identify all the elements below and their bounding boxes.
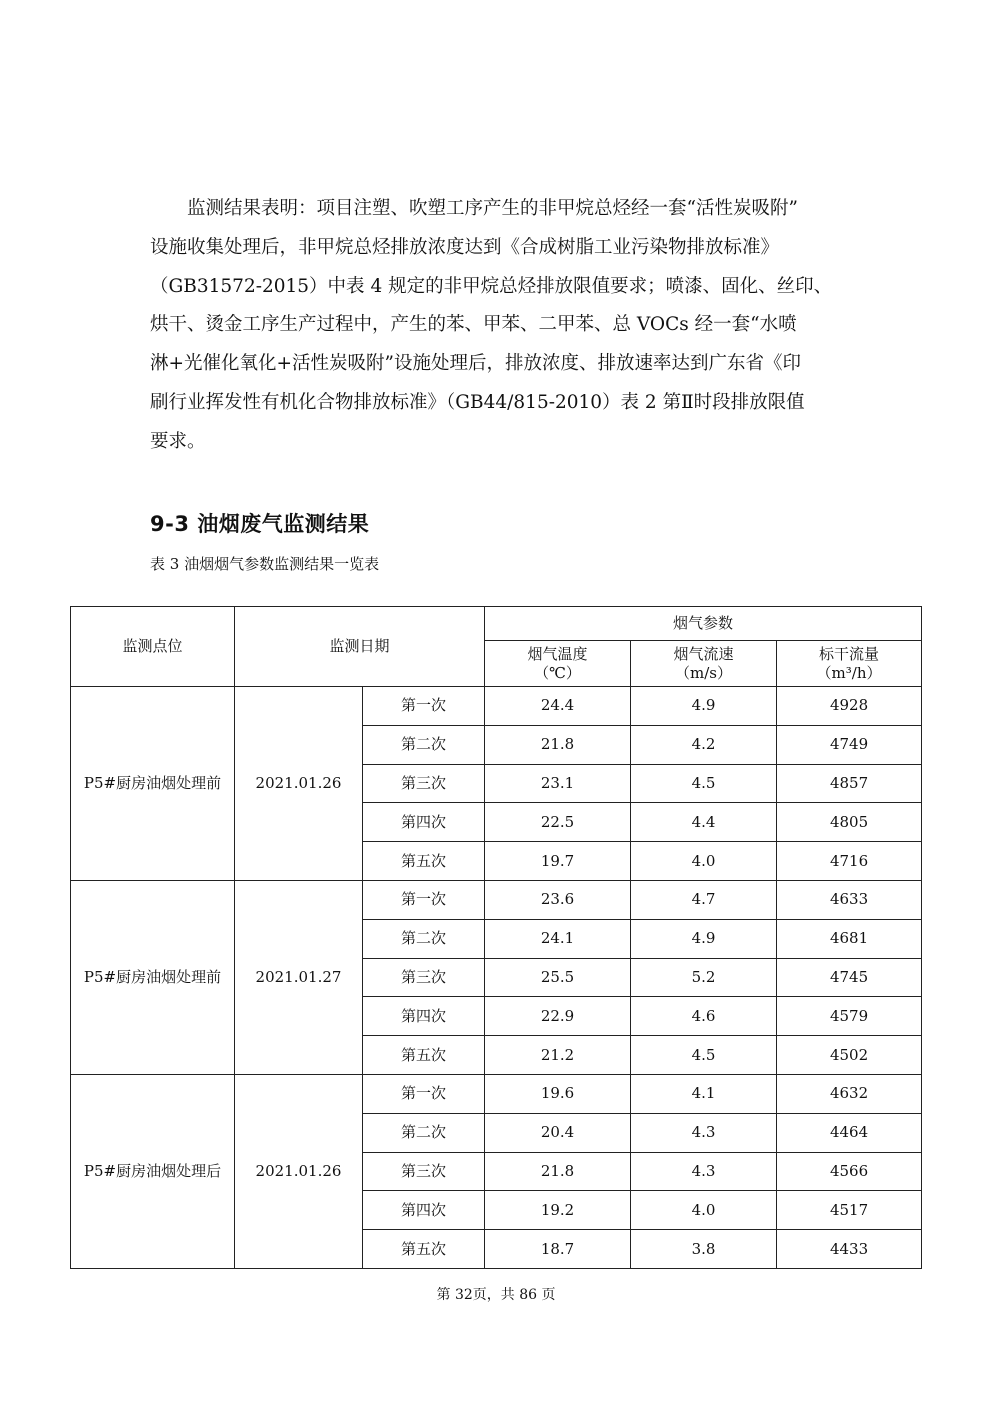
flow-cell: 4716 (777, 842, 922, 881)
flow-cell: 4517 (777, 1191, 922, 1230)
speed-cell: 4.0 (631, 1191, 777, 1230)
temp-cell: 19.2 (485, 1191, 631, 1230)
flow-cell: 4633 (777, 880, 922, 919)
date-cell: 2021.01.26 (235, 687, 363, 881)
count-cell: 第一次 (363, 1074, 485, 1113)
paragraph-line: 监测结果表明：项目注塑、吹塑工序产生的非甲烷总烃经一套“活性炭吸附” (187, 198, 798, 219)
speed-cell: 5.2 (631, 958, 777, 997)
header-speed: 烟气流速 （m/s） (631, 641, 777, 687)
point-cell: P5#厨房油烟处理前 (71, 880, 235, 1074)
paragraph-line: 刷行业挥发性有机化合物排放标准》（GB44/815-2010）表 2 第Ⅱ时段排放限值 (150, 391, 805, 413)
temp-cell: 21.8 (485, 1152, 631, 1191)
flow-cell: 4928 (777, 687, 922, 726)
flow-cell: 4433 (777, 1230, 922, 1269)
flow-cell: 4502 (777, 1036, 922, 1075)
flow-cell: 4579 (777, 997, 922, 1036)
table-row (71, 687, 922, 726)
speed-cell: 3.8 (631, 1230, 777, 1269)
count-cell: 第三次 (363, 958, 485, 997)
speed-cell: 4.1 (631, 1074, 777, 1113)
speed-cell: 4.0 (631, 842, 777, 881)
speed-cell: 4.3 (631, 1113, 777, 1152)
temp-cell: 25.5 (485, 958, 631, 997)
count-cell: 第五次 (363, 842, 485, 881)
temp-cell: 21.8 (485, 725, 631, 764)
table-row (71, 1074, 922, 1113)
header-temp: 烟气温度 （℃） (485, 641, 631, 687)
speed-cell: 4.5 (631, 1036, 777, 1075)
speed-cell: 4.7 (631, 880, 777, 919)
flow-cell: 4857 (777, 764, 922, 803)
flue-gas-table (70, 606, 922, 1269)
date-cell: 2021.01.26 (235, 1074, 363, 1268)
speed-cell: 4.5 (631, 764, 777, 803)
temp-cell: 24.4 (485, 687, 631, 726)
count-cell: 第三次 (363, 1152, 485, 1191)
header-group: 烟气参数 (485, 607, 922, 641)
temp-cell: 22.9 (485, 997, 631, 1036)
temp-cell: 19.6 (485, 1074, 631, 1113)
temp-cell: 18.7 (485, 1230, 631, 1269)
speed-cell: 4.6 (631, 997, 777, 1036)
paragraph-line: 要求。 (150, 430, 206, 452)
count-cell: 第四次 (363, 997, 485, 1036)
temp-cell: 23.1 (485, 764, 631, 803)
body-paragraph (150, 190, 850, 462)
date-cell: 2021.01.27 (235, 880, 363, 1074)
table-caption: 表 3 油烟烟气参数监测结果一览表 (150, 555, 380, 573)
flow-cell: 4464 (777, 1113, 922, 1152)
flow-cell: 4749 (777, 725, 922, 764)
count-cell: 第一次 (363, 880, 485, 919)
point-cell: P5#厨房油烟处理前 (71, 687, 235, 881)
temp-cell: 22.5 (485, 803, 631, 842)
header-date: 监测日期 (235, 607, 485, 687)
section-heading: 9-3 油烟废气监测结果 (150, 512, 370, 536)
temp-cell: 23.6 (485, 880, 631, 919)
count-cell: 第二次 (363, 1113, 485, 1152)
temp-cell: 19.7 (485, 842, 631, 881)
paragraph-line: （GB31572-2015）中表 4 规定的非甲烷总烃排放限值要求；喷漆、固化、丝印、 (150, 275, 833, 297)
flow-cell: 4745 (777, 958, 922, 997)
count-cell: 第二次 (363, 725, 485, 764)
speed-cell: 4.4 (631, 803, 777, 842)
table-row (71, 880, 922, 919)
header-point: 监测点位 (71, 607, 235, 687)
paragraph-line: 烘干、烫金工序生产过程中，产生的苯、甲苯、二甲苯、总 VOCs 经一套“水喷 (150, 314, 797, 336)
flow-cell: 4681 (777, 919, 922, 958)
temp-cell: 21.2 (485, 1036, 631, 1075)
flow-cell: 4632 (777, 1074, 922, 1113)
count-cell: 第四次 (363, 1191, 485, 1230)
paragraph-line: 设施收集处理后，非甲烷总烃排放浓度达到《合成树脂工业污染物排放标准》 (150, 236, 780, 258)
flow-cell: 4805 (777, 803, 922, 842)
count-cell: 第二次 (363, 919, 485, 958)
speed-cell: 4.9 (631, 687, 777, 726)
temp-cell: 24.1 (485, 919, 631, 958)
header-flow: 标干流量 （m³/h） (777, 641, 922, 687)
count-cell: 第三次 (363, 764, 485, 803)
page-footer: 第 32页，共 86 页 (436, 1287, 556, 1303)
count-cell: 第五次 (363, 1036, 485, 1075)
speed-cell: 4.9 (631, 919, 777, 958)
speed-cell: 4.2 (631, 725, 777, 764)
count-cell: 第四次 (363, 803, 485, 842)
point-cell: P5#厨房油烟处理后 (71, 1074, 235, 1268)
paragraph-line: 淋+光催化氧化+活性炭吸附”设施处理后，排放浓度、排放速率达到广东省《印 (150, 353, 801, 375)
count-cell: 第五次 (363, 1230, 485, 1269)
temp-cell: 20.4 (485, 1113, 631, 1152)
flow-cell: 4566 (777, 1152, 922, 1191)
speed-cell: 4.3 (631, 1152, 777, 1191)
count-cell: 第一次 (363, 687, 485, 726)
